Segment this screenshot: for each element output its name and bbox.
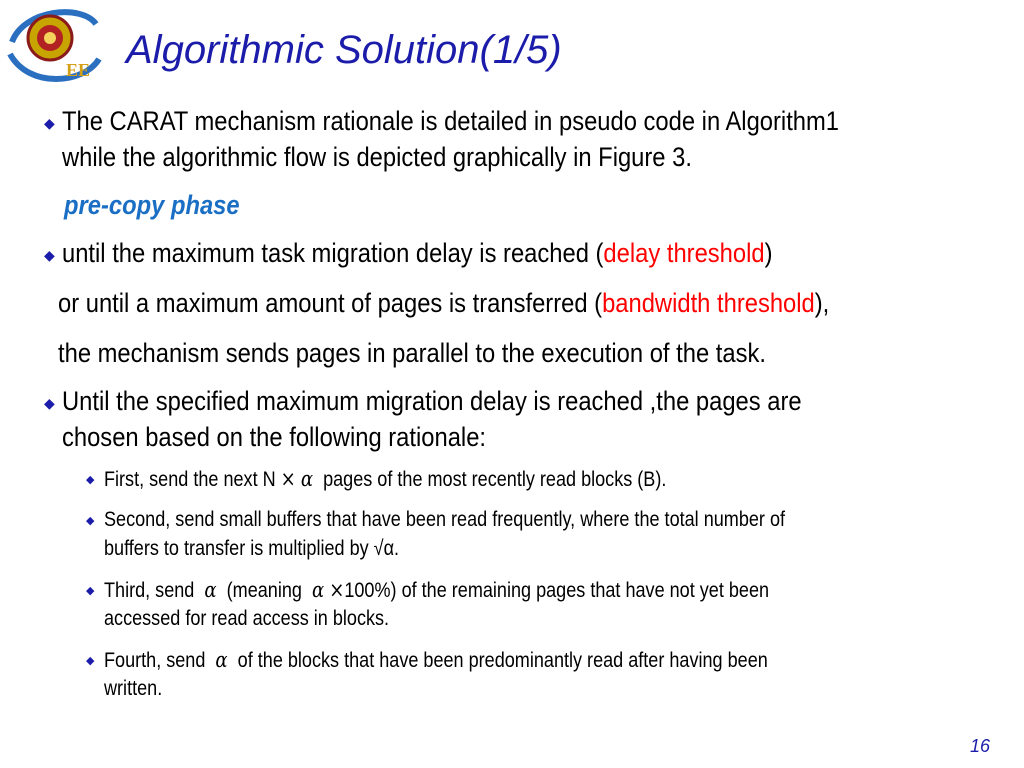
- bullet-3-line-1: Until the specified maximum migration delay is reached ,the pages are: [62, 386, 802, 416]
- text-span: 100%) of the remaining pages that have not yet been: [344, 579, 770, 602]
- text-span: Third, send: [104, 579, 195, 602]
- text-span: pages of the most recently read blocks (B).: [323, 468, 667, 491]
- sub-bullet-3-line-2: accessed for read access in blocks.: [104, 607, 390, 630]
- times-symbol: ×: [280, 467, 296, 491]
- times-symbol: ×: [329, 578, 345, 602]
- text-span: of the blocks that have been predominantly read after having been: [237, 649, 768, 672]
- text-span: Fourth, send: [104, 649, 206, 672]
- alpha-symbol: α: [204, 578, 217, 602]
- diamond-bullet-icon: ◆: [86, 585, 95, 597]
- delay-threshold-text: delay threshold: [603, 238, 765, 268]
- diamond-bullet-icon: ◆: [44, 115, 55, 131]
- bullet-2-line-2: [58, 286, 829, 320]
- sub-bullet-4-line-2: written.: [104, 677, 163, 700]
- diamond-bullet-icon: ◆: [44, 395, 55, 411]
- bullet-1-line-1: The CARAT mechanism rationale is detailed in pseudo code in Algorithm1: [62, 106, 840, 136]
- diamond-bullet-icon: ◆: [86, 474, 95, 486]
- bandwidth-threshold-text: bandwidth threshold: [602, 288, 815, 318]
- sub-bullet-2-line-1: Second, send small buffers that have been read frequently, where the total number of: [104, 508, 786, 531]
- text-span: or until a maximum amount of pages is transferred (: [58, 288, 603, 318]
- sub-bullet-4-line-1: [104, 647, 768, 674]
- sub-bullet-2-line-2: buffers to transfer is multiplied by √α.: [104, 537, 400, 560]
- sub-bullet-1: [104, 466, 666, 493]
- diamond-bullet-icon: ◆: [44, 247, 55, 263]
- bullet-3-line-2: chosen based on the following rationale:: [62, 422, 487, 452]
- slide-title: Algorithmic Solution(1/5): [126, 28, 562, 72]
- alpha-symbol: α: [300, 467, 314, 491]
- bullet-2-line-1: [62, 236, 773, 270]
- text-span: First, send the next N: [104, 468, 276, 491]
- diamond-bullet-icon: ◆: [86, 655, 95, 667]
- alpha-symbol: α: [215, 648, 228, 672]
- bullet-1-line-2: while the algorithmic flow is depicted graphically in Figure 3.: [62, 142, 692, 172]
- pre-copy-phase-heading: pre-copy phase: [64, 190, 240, 220]
- logo-text: EE: [66, 60, 91, 80]
- text-span: (meaning: [226, 579, 302, 602]
- text-span: ): [764, 238, 773, 268]
- alpha-symbol: α: [311, 578, 325, 602]
- text-span: until the maximum task migration delay is reached (: [62, 238, 604, 268]
- text-span: ),: [814, 288, 830, 318]
- sub-bullet-3-line-1: [104, 577, 769, 604]
- diamond-bullet-icon: ◆: [86, 515, 95, 527]
- page-number: 16: [969, 736, 990, 756]
- bullet-2-line-3: the mechanism sends pages in parallel to the execution of the task.: [58, 338, 766, 368]
